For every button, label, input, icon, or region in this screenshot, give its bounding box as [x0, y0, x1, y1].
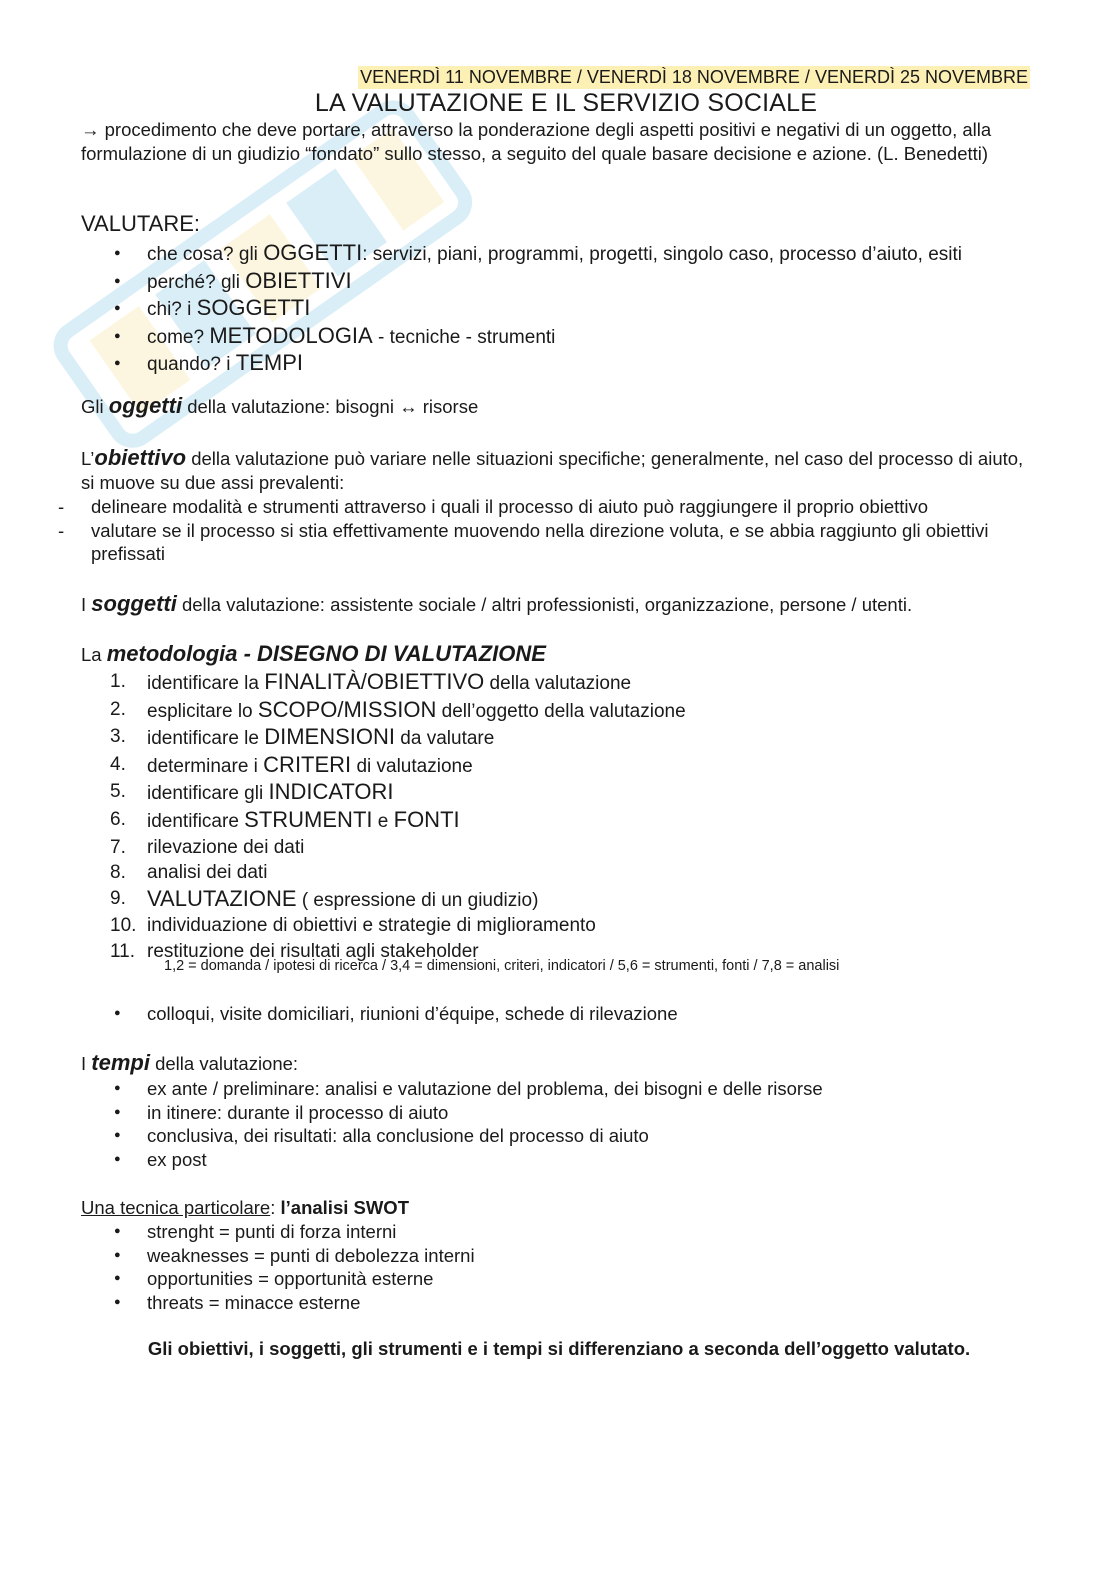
page-title	[0, 89, 1118, 118]
page-title-text: LA VALUTAZIONE E IL SERVIZIO SOCIALE	[314, 89, 818, 117]
list-item: - valutare se il processo si stia effettivamente muovendo nella direzione voluta, e se abbia raggiunto gli obiettivi prefissati	[55, 519, 1065, 566]
list-item: 9. VALUTAZIONE ( espressione di un giudizio)	[110, 885, 539, 911]
list-item: ● perché? gli OBIETTIVI	[81, 268, 1071, 296]
list-item: 10. individuazione di obiettivi e strategie di miglioramento	[110, 915, 596, 937]
obiettivo-paragraph: L’obiettivo della valutazione può variare nelle situazioni specifiche; generalmente, nel caso del processo di aiuto, si muove su due assi prevalenti:	[81, 445, 1024, 493]
list-item: ● come? METODOLOGIA - tecniche - strumenti	[81, 323, 1071, 351]
list-item: - delineare modalità e strumenti attraverso i quali il processo di aiuto può raggiungere il proprio obiettivo	[55, 495, 1065, 519]
tools-list	[81, 1002, 1071, 1026]
list-item: 4. determinare i CRITERI di valutazione	[110, 751, 473, 777]
conclusion: Gli obiettivi, i soggetti, gli strumenti e i tempi si differenziano a seconda dell’oggetto valutato.	[147, 1338, 971, 1359]
list-item: 3. identificare le DIMENSIONI da valutare	[110, 724, 495, 750]
tempi-paragraph: I tempi della valutazione:	[81, 1050, 299, 1075]
list-item: ● strenght = punti di forza interni	[81, 1220, 1071, 1244]
list-item: ● quando? i TEMPI	[81, 350, 1071, 378]
list-item: ● in itinere: durante il processo di aiuto	[81, 1101, 1071, 1125]
list-item: ● che cosa? gli OGGETTI: servizi, piani, programmi, progetti, singolo caso, processo d’aiuto, esiti	[81, 240, 1071, 268]
list-item: ● threats = minacce esterne	[81, 1291, 1071, 1315]
list-item: 5. identificare gli INDICATORI	[110, 779, 394, 805]
swot-list	[81, 1220, 1071, 1314]
list-item: 11. restituzione dei risultati agli stakeholder	[110, 940, 479, 962]
list-item: 8. analisi dei dati	[110, 862, 268, 884]
list-item: 6. identificare STRUMENTI e FONTI	[110, 806, 460, 832]
list-item: ● opportunities = opportunità esterne	[81, 1267, 1071, 1291]
obiettivo-list	[55, 495, 1065, 566]
list-item: 2. esplicitare lo SCOPO/MISSION dell’oggetto della valutazione	[110, 696, 686, 722]
list-item: 7. rilevazione dei dati	[110, 836, 305, 858]
soggetti-paragraph: I soggetti della valutazione: assistente sociale / altri professionisti, organizzazione, persone / utenti.	[81, 591, 913, 616]
list-item: 1. identificare la FINALITÀ/OBIETTIVO della valutazione	[110, 669, 632, 694]
list-item: ● ex ante / preliminare: analisi e valutazione del problema, dei bisogni e delle risorse	[81, 1077, 1071, 1101]
list-item: ● colloqui, visite domiciliari, riunioni d’équipe, schede di rilevazione	[81, 1002, 1071, 1026]
definition-paragraph: → procedimento che deve portare, attraverso la ponderazione degli aspetti positivi e negativi di un oggetto, alla formulazione di un giudizio “fondato” sullo stesso, a seguito del quale basare decisione e azione. (L. Benedetti)	[81, 119, 992, 164]
valutare-list	[81, 240, 1071, 378]
lesson-dates: VENERDÌ 11 NOVEMBRE / VENERDÌ 18 NOVEMBRE / VENERDÌ 25 NOVEMBRE	[360, 67, 1028, 87]
list-item: ● conclusiva, dei risultati: alla conclusione del processo di aiuto	[81, 1124, 1071, 1148]
steps-note: 1,2 = domanda / ipotesi di ricerca / 3,4 = dimensioni, criteri, indicatori / 5,6 = strumenti, fonti / 7,8 = analisi	[164, 958, 840, 974]
metodologia-steps	[81, 669, 1071, 965]
list-item: ● ex post	[81, 1148, 1071, 1172]
swot-heading: Una tecnica particolare: l’analisi SWOT	[81, 1197, 409, 1218]
metodologia-heading: La metodologia - DISEGNO DI VALUTAZIONE	[81, 641, 546, 666]
oggetti-paragraph: Gli oggetti della valutazione: bisogni ↔ risorse	[81, 393, 479, 418]
tempi-list	[81, 1077, 1071, 1171]
list-item: ● weaknesses = punti di debolezza interni	[81, 1244, 1071, 1268]
valutare-heading: VALUTARE:	[81, 211, 200, 236]
list-item: ● chi? i SOGGETTI	[81, 295, 1071, 323]
